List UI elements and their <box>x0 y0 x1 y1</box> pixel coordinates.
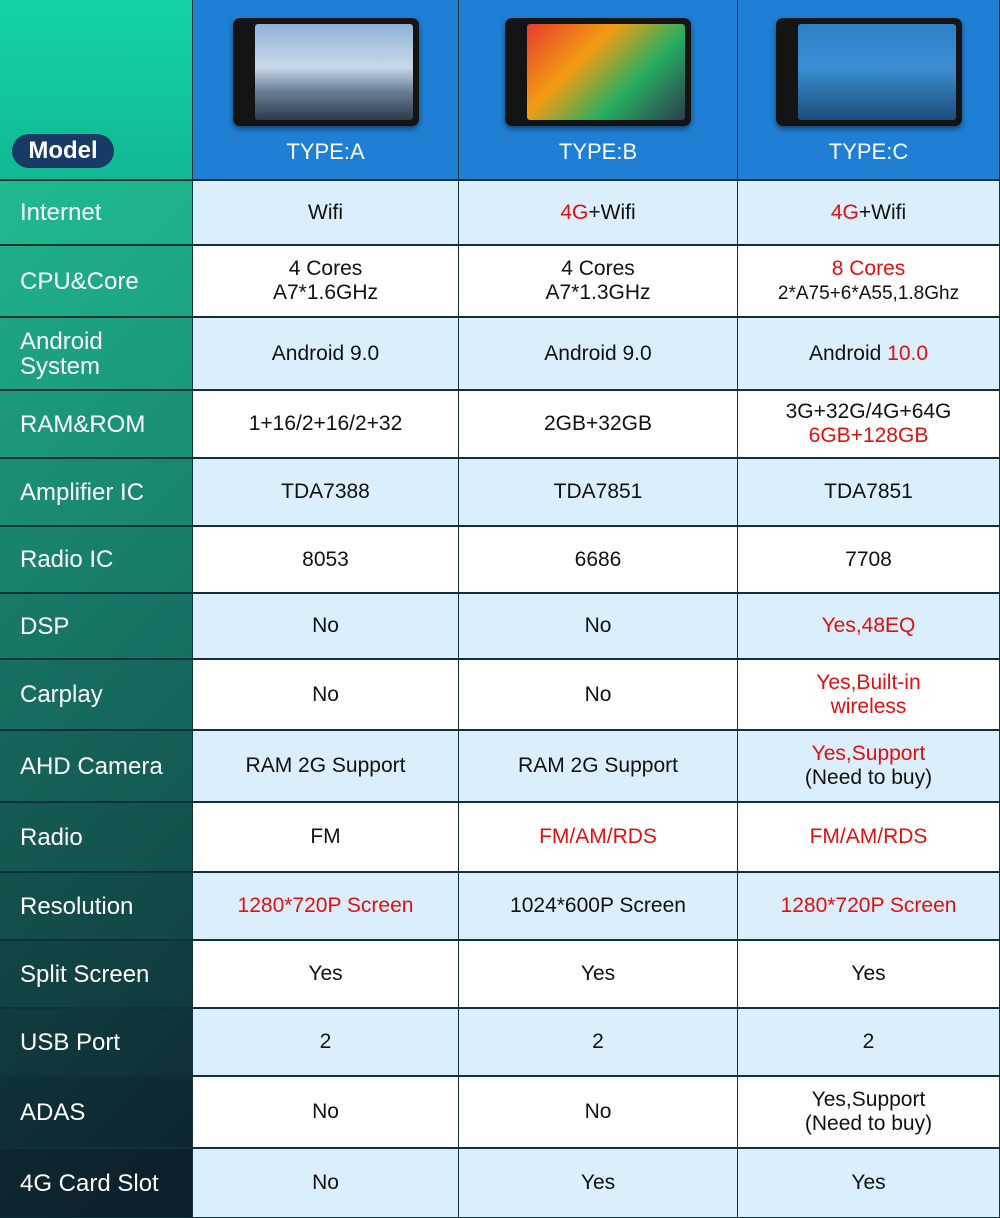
spec-cell <box>459 941 737 1007</box>
spec-cell <box>193 873 458 939</box>
cell-text: Yes <box>308 962 343 985</box>
spec-cell <box>193 731 458 801</box>
type-label: TYPE:A <box>286 139 365 164</box>
spec-cell <box>193 318 458 389</box>
row-label-0 <box>0 181 192 244</box>
row-label-text: Split Screen <box>20 960 150 988</box>
cell-line <box>809 424 929 448</box>
spec-cell <box>459 1077 737 1147</box>
cell-line <box>778 281 959 306</box>
cell-line <box>781 894 957 918</box>
cell-line <box>518 754 678 778</box>
cell-text: No <box>584 682 612 706</box>
cell-text: 2 <box>319 1030 332 1053</box>
cell-line <box>809 342 928 366</box>
cell-text: 4G <box>830 200 859 224</box>
row-label-11 <box>0 941 192 1007</box>
app-grid-screen-icon <box>505 18 691 126</box>
cell-line <box>539 825 657 849</box>
screen-display <box>798 24 956 120</box>
spec-cell <box>193 1009 458 1075</box>
cell-line <box>581 1171 615 1195</box>
cell-line <box>863 1030 875 1054</box>
spec-cell <box>193 246 458 316</box>
cell-line <box>560 201 635 225</box>
cell-text: No <box>584 1100 612 1123</box>
cell-line <box>312 1100 339 1124</box>
cell-text: Yes,Support <box>811 742 926 765</box>
cell-text: 1280*720P Screen <box>237 894 414 917</box>
type-header-b <box>459 0 737 179</box>
spec-cell <box>193 660 458 729</box>
cell-line <box>273 281 378 305</box>
spec-cell <box>459 873 737 939</box>
cell-line <box>816 671 920 695</box>
spec-cell <box>459 459 737 525</box>
cell-text: Android <box>808 341 888 365</box>
cell-text: 10.0 <box>887 341 929 365</box>
spec-cell <box>738 731 999 801</box>
cell-line <box>832 257 906 281</box>
spec-cell <box>459 803 737 871</box>
screen-display <box>255 24 413 120</box>
type-label: TYPE:B <box>558 139 638 164</box>
cell-text: No <box>312 1171 339 1194</box>
cell-text: TDA7388 <box>281 480 370 503</box>
cell-line <box>312 614 339 638</box>
spec-cell <box>738 873 999 939</box>
row-label-14 <box>0 1149 192 1217</box>
row-label-text: Android <box>20 327 103 355</box>
cell-line <box>544 412 652 436</box>
type-header-a <box>193 0 458 179</box>
cell-text: A7*1.3GHz <box>545 281 651 304</box>
cell-text: 8053 <box>302 547 349 571</box>
row-label-9 <box>0 803 192 871</box>
cell-line <box>786 400 952 424</box>
cell-text: FM/AM/RDS <box>539 825 657 848</box>
spec-cell <box>738 803 999 871</box>
cell-line <box>851 1171 885 1195</box>
cell-line <box>831 695 907 719</box>
row-label-text: USB Port <box>20 1028 121 1056</box>
row-label-text: Carplay <box>20 681 103 708</box>
cell-text: Yes,48EQ <box>821 614 916 637</box>
cell-line <box>805 766 932 790</box>
spec-cell <box>738 1149 999 1217</box>
row-label-text: RAM&ROM <box>20 410 146 438</box>
row-label-10 <box>0 873 192 939</box>
row-label-1 <box>0 246 192 316</box>
spec-cell <box>459 318 737 389</box>
spec-cell <box>459 1149 737 1217</box>
cell-text: Yes,Support <box>811 1088 926 1111</box>
spec-cell <box>459 660 737 729</box>
cell-text: 2 <box>862 1030 875 1053</box>
spec-cell <box>193 1149 458 1217</box>
row-label-text: 4G Card Slot <box>20 1169 159 1197</box>
spec-cell <box>738 660 999 729</box>
cell-text: 1024*600P Screen <box>510 894 686 917</box>
cell-line <box>320 1030 332 1054</box>
cell-text: Android 9.0 <box>544 341 652 365</box>
cell-text: 6686 <box>574 547 622 571</box>
spec-cell <box>738 527 999 592</box>
cell-line <box>851 962 885 986</box>
row-label-text: ADAS <box>20 1098 86 1126</box>
spec-cell <box>193 594 458 658</box>
row-label-5 <box>0 527 192 592</box>
cell-line <box>289 257 363 281</box>
row-label-6 <box>0 594 192 658</box>
cell-text: No <box>312 614 339 637</box>
cell-text: Yes <box>851 962 886 985</box>
cell-line <box>312 1171 339 1195</box>
cell-text: 4G <box>560 200 589 224</box>
cell-text: FM/AM/RDS <box>809 825 928 848</box>
cell-text: 3G+32G/4G+64G <box>785 400 952 423</box>
spec-cell <box>459 246 737 316</box>
spec-cell <box>193 803 458 871</box>
cell-text: RAM 2G Support <box>245 754 406 777</box>
cell-text: 2GB+32GB <box>544 412 652 435</box>
cell-line <box>308 962 342 986</box>
row-label-text: Internet <box>20 199 102 226</box>
row-label-text: Radio <box>20 823 83 851</box>
cell-line <box>812 742 926 766</box>
spec-cell <box>738 459 999 525</box>
row-label-4 <box>0 459 192 525</box>
cell-text: 1+16/2+16/2+32 <box>248 412 403 435</box>
cell-line <box>592 1030 604 1054</box>
cell-text: (Need to buy) <box>804 766 933 789</box>
spec-cell <box>738 941 999 1007</box>
cell-text: 8 Cores <box>831 256 906 280</box>
spec-cell <box>193 181 458 244</box>
spec-cell <box>738 1009 999 1075</box>
cell-line <box>510 894 686 918</box>
spec-cell <box>738 246 999 316</box>
spec-cell <box>193 459 458 525</box>
cell-line <box>575 548 622 572</box>
cell-line <box>561 257 635 281</box>
cell-text: 1280*720P Screen <box>780 894 957 917</box>
cell-text: 2 <box>592 1030 604 1053</box>
spec-cell <box>459 391 737 457</box>
spec-cell <box>193 527 458 592</box>
cell-line <box>238 894 414 918</box>
row-label-3 <box>0 391 192 457</box>
spec-cell <box>738 594 999 658</box>
row-label-text: DSP <box>20 612 70 640</box>
cell-text: No <box>584 614 612 637</box>
row-label-text: System <box>20 352 101 380</box>
cell-text: 4 Cores <box>288 257 363 280</box>
type-label: TYPE:C <box>828 139 909 164</box>
type-header-c <box>738 0 999 179</box>
cell-line <box>824 480 913 504</box>
cell-line <box>249 412 403 436</box>
cell-text: +Wifi <box>858 200 907 224</box>
row-label-text: Resolution <box>20 892 134 920</box>
cell-line <box>822 614 916 638</box>
cell-text: Yes <box>851 1171 886 1194</box>
cell-line <box>845 548 892 572</box>
cell-text: No <box>312 682 339 706</box>
row-label-13 <box>0 1077 192 1147</box>
spec-cell <box>738 391 999 457</box>
cell-text: Android 9.0 <box>271 341 380 365</box>
row-label-text: CPU&Core <box>20 267 139 295</box>
cell-line <box>812 1088 926 1112</box>
row-label-2 <box>0 318 192 389</box>
cell-line <box>585 683 612 707</box>
cell-line <box>554 480 643 504</box>
cell-line <box>545 281 650 305</box>
row-label-8 <box>0 731 192 801</box>
cell-line <box>302 548 349 572</box>
spec-cell <box>738 318 999 389</box>
row-label-text: AHD Camera <box>20 752 163 780</box>
cell-line <box>272 342 379 366</box>
cell-text: Yes <box>580 1171 616 1194</box>
cell-line <box>246 754 406 778</box>
cell-text: A7*1.6GHz <box>272 281 379 304</box>
cell-text: TDA7851 <box>824 480 913 503</box>
cell-text: 2*A75+6*A55,1.8Ghz <box>777 282 960 304</box>
landscape-home-screen-icon <box>233 18 419 126</box>
spec-cell <box>459 1009 737 1075</box>
spec-cell <box>459 594 737 658</box>
cell-text: 6GB+128GB <box>808 424 929 447</box>
cell-line <box>831 201 906 225</box>
row-label-7 <box>0 660 192 729</box>
cell-text: TDA7851 <box>553 480 643 503</box>
cell-text: 7708 <box>845 547 892 571</box>
cell-text: +Wifi <box>588 200 636 224</box>
spec-cell <box>459 181 737 244</box>
cell-text: 4 Cores <box>561 257 635 280</box>
cell-line <box>805 1112 932 1136</box>
screen-display <box>527 24 685 120</box>
cell-line <box>281 480 370 504</box>
row-label-text: Radio IC <box>20 546 114 573</box>
cell-text: Wifi <box>308 200 343 224</box>
cell-text: wireless <box>830 694 907 718</box>
cell-line <box>585 1100 612 1124</box>
spec-cell <box>193 391 458 457</box>
spec-cell <box>459 731 737 801</box>
cell-text: No <box>312 1100 339 1123</box>
cell-text: Yes <box>580 962 616 985</box>
carplay-dashboard-screen-icon <box>776 18 962 126</box>
cell-line <box>544 342 651 366</box>
row-label-text: Amplifier IC <box>20 478 145 506</box>
spec-cell <box>193 941 458 1007</box>
spec-cell <box>193 1077 458 1147</box>
cell-line <box>810 825 928 849</box>
spec-cell <box>459 527 737 592</box>
row-label-12 <box>0 1009 192 1075</box>
spec-cell <box>738 181 999 244</box>
cell-line <box>312 683 339 707</box>
model-badge: Model <box>12 134 114 168</box>
cell-text: RAM 2G Support <box>518 754 678 777</box>
cell-line <box>585 614 612 638</box>
cell-text: (Need to buy) <box>804 1112 933 1135</box>
cell-line <box>308 201 343 225</box>
spec-cell <box>738 1077 999 1147</box>
cell-line <box>310 825 340 849</box>
cell-text: FM <box>310 825 341 848</box>
cell-line <box>581 962 615 986</box>
cell-text: Yes,Built-in <box>816 670 921 694</box>
